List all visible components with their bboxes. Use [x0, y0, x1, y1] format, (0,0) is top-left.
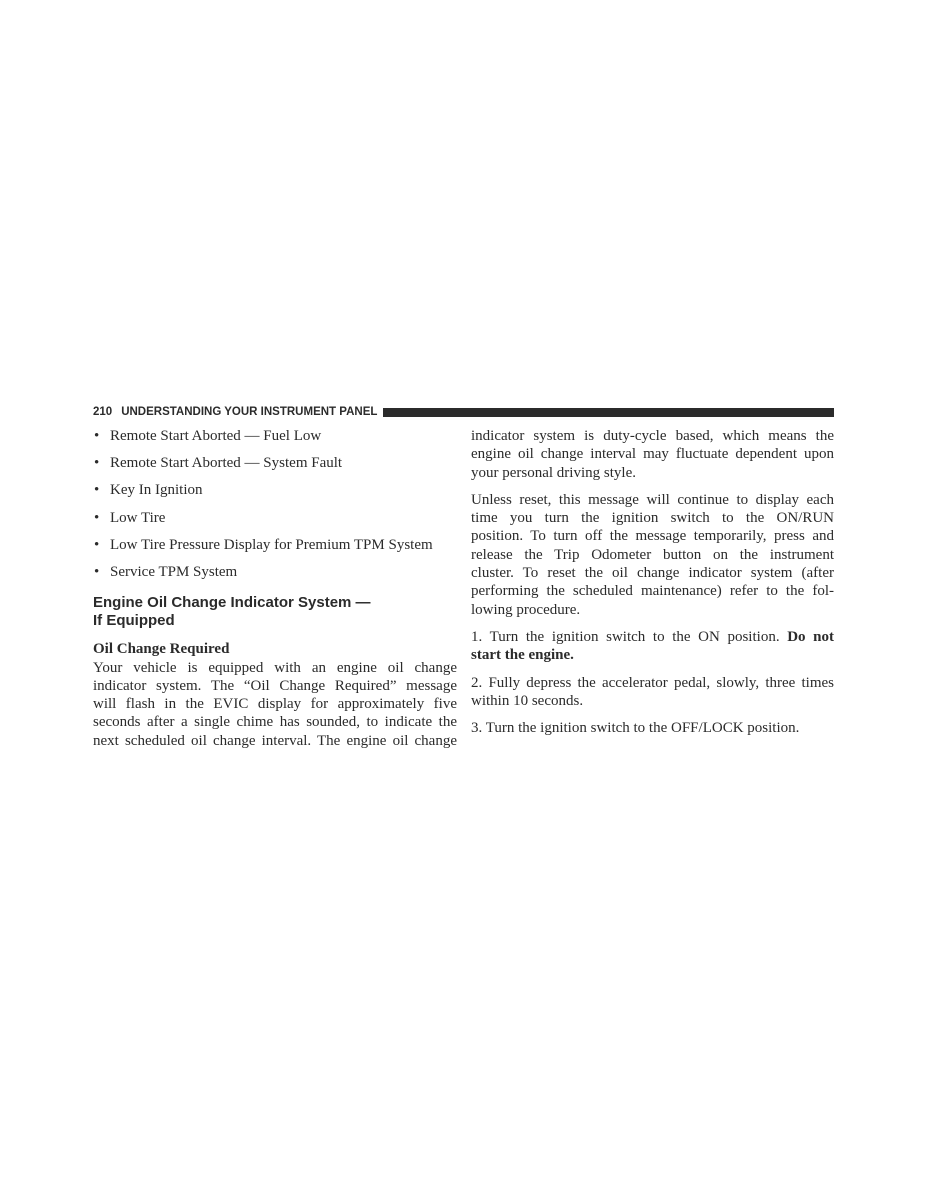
bullet-icon: • [94, 509, 100, 526]
page-number: 210 [93, 406, 113, 418]
message-list [93, 427, 457, 581]
header-rule [383, 408, 834, 417]
list-item: • Remote Start Aborted — System Fault [94, 455, 343, 472]
list-item: • Low Tire Pressure Display for Premium TPM System [94, 536, 433, 553]
bullet-icon: • [94, 482, 100, 499]
list-item: • Low Tire [94, 509, 166, 526]
list-item: • Key In Ignition [94, 482, 203, 499]
list-item: • Service TPM System [94, 563, 238, 580]
bullet-icon: • [94, 455, 100, 472]
right-column [471, 427, 834, 746]
page-header [93, 405, 834, 419]
step-2: 2. Fully depress the accelerator pedal, slowly, three times within 10 seconds. [471, 674, 834, 709]
reset-paragraph: Unless reset, this message will continue to display each time you turn the ignition switch to the ON/RUN position. To turn off the message temporarily, press and release the Trip Odometer button on the instrument cluster. To reset the oil change indicator system (after performing the scheduled maintenance) refer to the fol- lowing procedure. [471, 491, 834, 618]
step-1-warning: Do not [787, 628, 835, 645]
bullet-icon: • [94, 428, 100, 444]
subheading: Oil Change Required [93, 641, 230, 658]
step-1: 1. Turn the ignition switch to the ON position. Do not start the engine. [471, 628, 835, 664]
body-paragraph: Your vehicle is equipped with an engine oil change indicator system. The “Oil Change Required” message will flash in the EVIC display for approximately five seconds after a single chime has sounded, to indicate the next scheduled oil change interval. The engine oil change [93, 659, 457, 749]
continued-paragraph: indicator system is duty-cycle based, which means the engine oil change interval may fluctuate dependent upon your personal driving style. [471, 428, 834, 481]
step-1-warning-cont: start the engine. [471, 647, 574, 664]
step-3: 3. Turn the ignition switch to the OFF/LOCK position. [471, 720, 800, 737]
bullet-icon: • [94, 536, 100, 553]
section-title: UNDERSTANDING YOUR INSTRUMENT PANEL [121, 406, 378, 418]
left-column [93, 427, 457, 750]
list-item: • Remote Start Aborted — Fuel Low [94, 428, 322, 444]
bullet-icon: • [94, 563, 100, 580]
section-heading: Engine Oil Change Indicator System — If Equipped [93, 594, 371, 630]
